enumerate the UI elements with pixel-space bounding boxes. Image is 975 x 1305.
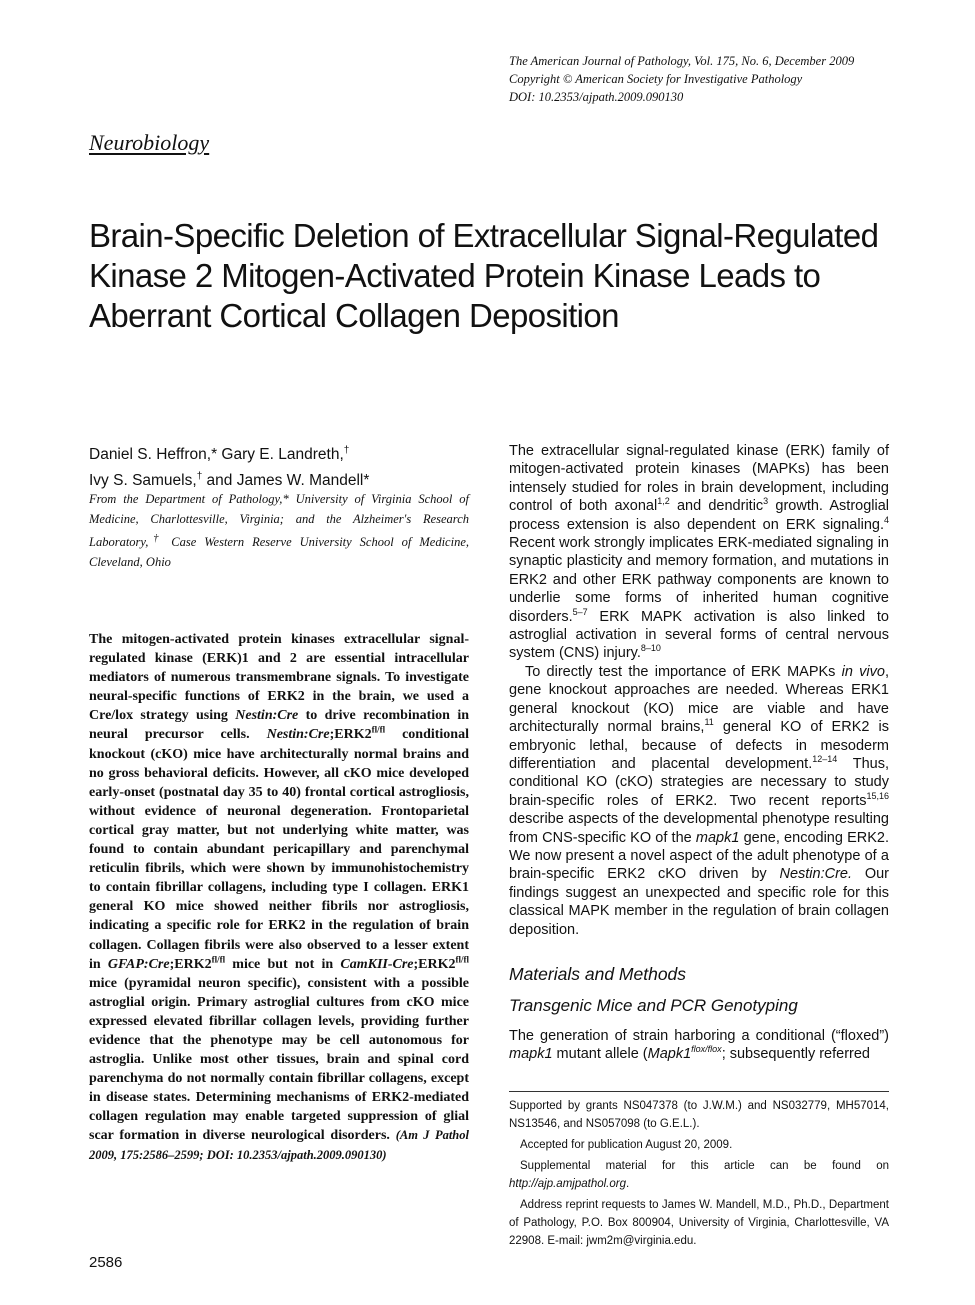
body-text: describe aspects of the developmental phenotype resulting from CNS-specific KO of the	[509, 811, 889, 846]
body-text: Our findings suggest an unexpected and specific role for this classical MAPK member in the regulation of brain collagen deposition.	[509, 866, 890, 938]
abstract-text: to drive recombination in neural precursor cells.	[89, 708, 469, 743]
abstract	[89, 630, 469, 1165]
reference-mark: 1,2	[657, 496, 670, 507]
body-italic: in vivo	[841, 663, 885, 680]
section-label: Neurobiology	[89, 130, 210, 155]
reference-mark: 11	[704, 717, 714, 728]
body-text: Thus, conditional KO (cKO) strategies are necessary to study brain-specific roles of ERK2. Two recent reports	[509, 755, 889, 809]
body-text: gene, encoding ERK2. We now present a novel aspect of the adult phenotype of a brain-specific ERK2 cKO driven by	[509, 829, 890, 883]
footnote-text: Supplemental material for this article can be found on	[520, 1160, 889, 1172]
supplemental-link[interactable]: http://ajp.amjpathol.org	[509, 1178, 626, 1190]
reference-mark: 15,16	[866, 790, 889, 801]
body-text: To directly test the importance of ERK MAPKs	[525, 663, 842, 680]
page-number: 2586	[89, 1254, 123, 1271]
journal-citation-line: The American Journal of Pathology, Vol. 175, No. 6, December 2009	[509, 54, 855, 68]
abstract-italic: CamKII-Cre	[340, 956, 414, 972]
section-heading-methods: Materials and Methods	[509, 963, 687, 984]
affiliation-text: University of Virginia School of Medicine, Charlottesville, Virginia; and the Alzheimer's Research Laboratory,	[89, 492, 469, 550]
abstract-text: mice (pyramidal neuron specific), consistent with a possible astroglial origin. Primary astroglial cultures from cKO mice expressed elevated fibrillar collagen levels, providing further evidence that the phenotype may be cell autonomous for astroglia. Unlike most other tissues, brain and spinal cord parenchyma do not normally contain fibrillar collagens, except in disease states. Determining mechanisms of ERK2-mediated collagen regulation may enable targeted suppression of glial scar formation in diverse neurological disorders.	[89, 975, 469, 1144]
supplemental-footnote	[509, 1157, 889, 1193]
body-text: and dendritic	[669, 498, 764, 515]
abstract-superscript: fl/fl	[211, 953, 226, 964]
article-title: Brain-Specific Deletion of Extracellular Signal-Regulated Kinase 2 Mitogen-Activated Protein Kinase Leads to Aberrant Cortical Collagen Deposition	[89, 217, 879, 334]
abstract-text: conditional knockout (cKO) mice have architecturally normal brains and no gross behavioral deficits. However, all cKO mice developed early-onset (postnatal day 35 to 40) frontal cortical astrogliosis, without evidence of neuronal degeneration. Frontoparietal cortical gray matter, but not underlying white matter, was found to contain abundant pericapillary and parenchymal reticulin fibrils, which were shown by immunohistochemistry to contain fibrillar collagens, including type I collagen. ERK1 general KO mice showed neither fibrils nor astrogliosis, indicating a specific role for ERK2 in the regulation of brain collagen. Collagen fibrils were also observed to a lesser extent in	[89, 727, 469, 972]
intro-paragraph	[509, 663, 889, 939]
funding-footnote: Supported by grants NS047378 (to J.W.M.) and NS032779, MH57014, NS13546, and NS057098 (to G.E.L.).	[509, 1100, 889, 1130]
copyright-line: Copyright © American Society for Investigative Pathology	[509, 72, 803, 86]
affiliation-mark: *	[282, 492, 289, 506]
footnote-divider	[509, 1091, 889, 1092]
body-column	[509, 442, 889, 1064]
reference-mark: 5–7	[572, 606, 588, 617]
author-name: Gary E. Landreth,	[217, 446, 344, 464]
doi-line: DOI: 10.2353/ajpath.2009.090130	[509, 90, 684, 104]
intro-paragraph	[509, 442, 889, 663]
abstract-superscript: fl/fl	[371, 724, 386, 735]
body-text: mutant allele (	[552, 1046, 648, 1063]
abstract-text: mice but not in	[225, 956, 341, 972]
reference-mark: 3	[763, 496, 769, 507]
affiliation-mark: †	[148, 533, 164, 544]
body-text: Recent work strongly implicates ERK-mediated signaling in synaptic plasticity and memory formation, and mutations in ERK2 and other ERK pathway components are known to underlie some forms of inherited human cognitive disorders.	[509, 535, 889, 625]
affiliation	[89, 490, 469, 572]
reference-mark: 12–14	[812, 754, 838, 765]
body-text: The extracellular signal-regulated kinase (ERK) family of mitogen-activated protein kinases (MAPKs) has been intensely studied for roles in brain development, including control of both axonal	[509, 443, 889, 515]
author-mark: †	[196, 471, 203, 483]
affiliation-text: From the Department of Pathology,	[89, 492, 283, 506]
affiliation-text: Case Western Reserve University School of Medicine, Cleveland, Ohio	[89, 535, 470, 569]
abstract-italic: Nestin:Cre	[266, 727, 330, 743]
body-text: general KO of ERK2 is embryonic lethal, because of defects in mesoderm differentiation and placental development.	[509, 719, 889, 772]
body-text: ; subsequently referred	[721, 1046, 870, 1063]
author-mark: *	[363, 472, 370, 490]
author-name: Daniel S. Heffron,	[89, 446, 212, 464]
body-italic: Nestin:Cre.	[779, 866, 852, 883]
body-text: ERK MAPK activation is also linked to astroglial activation in several forms of central nervous system (CNS) injury.	[509, 608, 889, 662]
abstract-text: ;ERK2	[413, 956, 456, 972]
methods-paragraph	[509, 1027, 889, 1064]
body-text: , gene knockout approaches are needed. Whereas ERK1 general knockout (KO) mice are viable and have architecturally normal brains,	[509, 663, 889, 736]
reference-mark: 8–10	[640, 643, 661, 654]
reprint-footnote: Address reprint requests to James W. Mandell, M.D., Ph.D., Department of Pathology, P.O. Box 800904, University of Virginia, Charlottesville, VA 22908. E-mail: jwm2m@virginia.edu.	[509, 1199, 889, 1247]
footnote-text: .	[626, 1178, 630, 1190]
body-superscript: flox/flox	[691, 1044, 722, 1055]
author-mark: *	[211, 446, 218, 464]
abstract-superscript: fl/fl	[455, 953, 469, 964]
body-italic: mapk1	[695, 829, 740, 846]
body-italic: Mapk1	[647, 1046, 692, 1063]
journal-header	[509, 52, 949, 106]
abstract-citation: (Am J Pathol 2009, 175:2586–2599; DOI: 10.2353/ajpath.2009.090130)	[89, 1128, 469, 1162]
abstract-text: The mitogen-activated protein kinases extracellular signal-regulated kinase (ERK)1 and 2 are essential intracellular mediators of numerous transmembrane signals. To investigate neural-specific functions of ERK2 in the brain, we used a Cre/lox strategy using	[89, 632, 469, 724]
abstract-text: ;ERK2	[169, 956, 212, 972]
abstract-italic: Nestin:Cre	[235, 708, 299, 724]
body-italic: mapk1	[509, 1046, 553, 1063]
author-name: Ivy S. Samuels,	[89, 472, 197, 490]
subsection-heading: Transgenic Mice and PCR Genotyping	[509, 995, 798, 1015]
footnotes	[509, 1097, 889, 1253]
abstract-italic: GFAP:Cre	[107, 956, 170, 972]
abstract-text: ;ERK2	[329, 727, 372, 743]
reference-mark: 4	[883, 514, 889, 525]
accepted-footnote: Accepted for publication August 20, 2009.	[520, 1139, 733, 1151]
author-mark: †	[343, 445, 350, 456]
body-text: The generation of strain harboring a conditional (“floxed”)	[509, 1027, 889, 1044]
author-name: and James W. Mandell	[202, 472, 364, 490]
body-text: growth. Astroglial process extension is also dependent on ERK signaling.	[509, 498, 890, 533]
author-list	[89, 440, 484, 492]
